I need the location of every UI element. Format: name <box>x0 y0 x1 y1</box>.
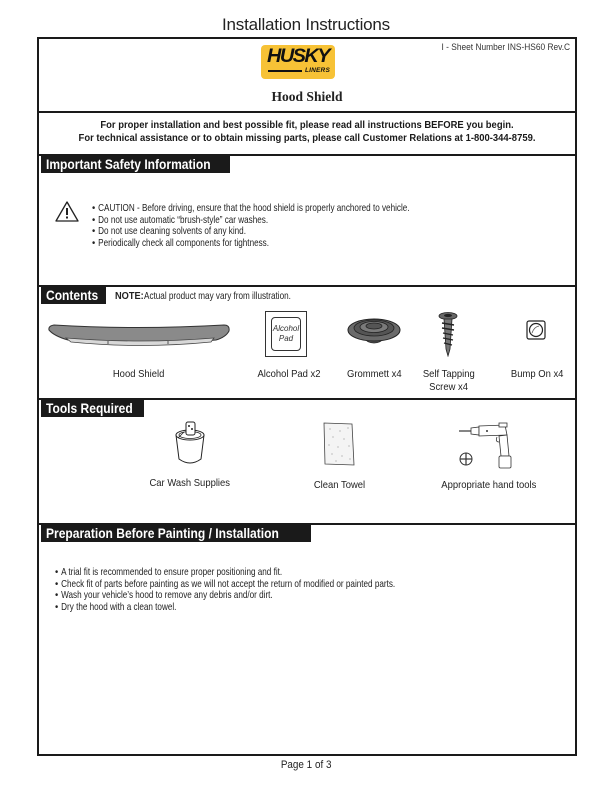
alcohol-pad-icon: Alcohol Pad <box>265 311 307 357</box>
preparation-item: • Dry the hood with a clean towel. <box>55 600 177 613</box>
screw-icon <box>437 311 459 357</box>
hood-shield-icon <box>46 322 231 352</box>
sheet-number: I - Sheet Number INS-HS60 Rev.C <box>441 42 570 53</box>
husky-liners-logo <box>261 45 335 79</box>
preparation-list <box>55 567 493 613</box>
tools-label-towel: Clean Towel <box>314 479 366 491</box>
header-divider <box>39 111 575 113</box>
logo-main-text: HUSKY <box>267 46 329 67</box>
section-header-tools: Tools Required <box>41 400 144 417</box>
notice-line-1: For proper installation and best possible fit, please read all instructions BEFORE you begin. <box>100 119 514 131</box>
warning-triangle-icon <box>55 201 79 223</box>
contents-label-hood-shield: Hood Shield <box>113 368 165 380</box>
contents-label-screw: Self Tapping Screw x4 <box>423 368 475 393</box>
safety-item: • Do not use automatic “brush-style” car washes. <box>92 213 268 226</box>
towel-icon <box>322 421 356 467</box>
section-header-preparation: Preparation Before Painting / Installation <box>41 525 311 542</box>
contents-note: NOTE:Actual product may vary from illustration. <box>115 290 291 302</box>
tools-label-car-wash: Car Wash Supplies <box>149 477 231 489</box>
grommet-icon <box>346 315 402 349</box>
logo-sub-text: LINERS <box>304 67 330 74</box>
preparation-item: • A trial fit is recommended to ensure proper positioning and fit. <box>55 566 282 578</box>
safety-divider <box>39 285 575 287</box>
instruction-frame <box>37 37 577 756</box>
tools-label-hand-tools: Appropriate hand tools <box>441 479 537 491</box>
bump-on-icon <box>526 320 546 340</box>
section-header-contents: Contents <box>41 287 106 304</box>
contents-label-bump-on: Bump On x4 <box>510 368 564 380</box>
page-number: Page 1 of 3 <box>280 759 332 771</box>
product-title: Hood Shield <box>271 89 343 104</box>
safety-item: • Periodically check all components for tightness. <box>92 236 269 249</box>
drill-icon <box>457 422 519 470</box>
section-header-safety: Important Safety Information <box>41 156 230 173</box>
contents-label-alcohol-pad: Alcohol Pad x2 <box>257 368 321 380</box>
safety-list <box>92 203 501 249</box>
bucket-icon <box>173 419 207 467</box>
safety-item: • CAUTION - Before driving, ensure that the hood shield is properly anchored to vehicle. <box>92 202 410 214</box>
document-title: Installation Instructions <box>222 15 390 34</box>
safety-item: • Do not use cleaning solvents of any kind. <box>92 225 246 237</box>
preparation-item: • Check fit of parts before painting as we will not accept the return of modified or painted parts. <box>55 577 395 590</box>
notice-text <box>39 119 575 144</box>
notice-line-2: For technical assistance or to obtain missing parts, please call Customer Relations at 1-800-344-8759. <box>78 131 536 144</box>
contents-label-grommet: Grommett x4 <box>346 368 402 380</box>
preparation-item: • Wash your vehicle’s hood to remove any debris and/or dirt. <box>55 589 273 601</box>
logo-underline <box>268 70 302 72</box>
